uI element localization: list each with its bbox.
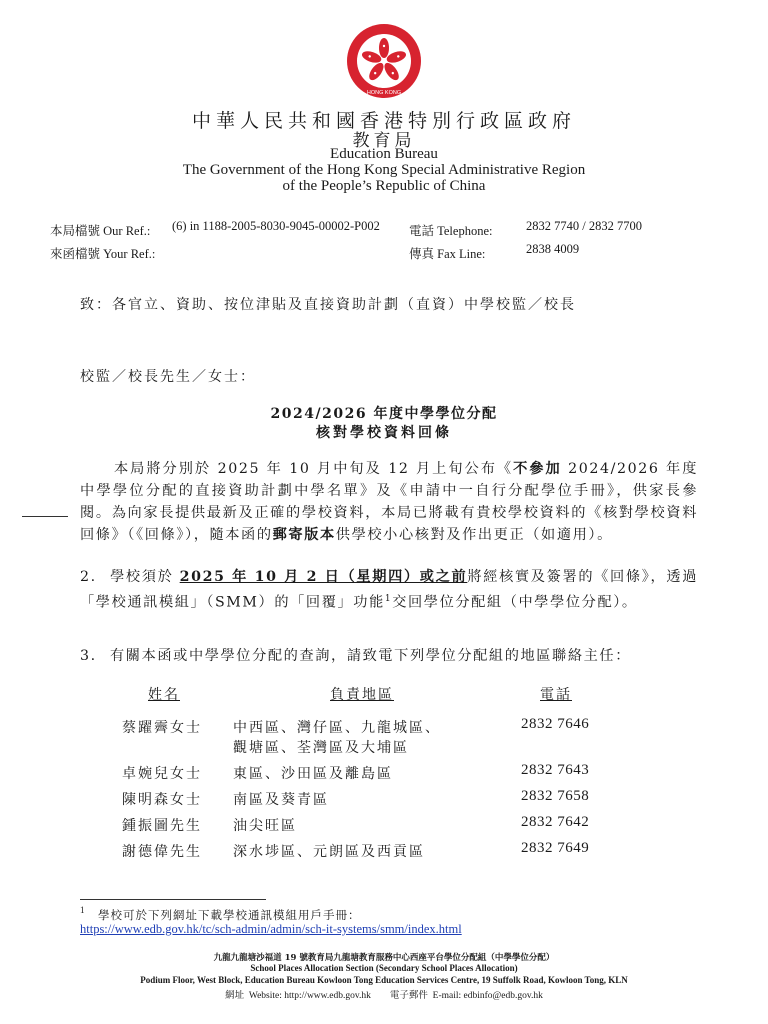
- para1-bold-1: 不參加: [513, 461, 562, 477]
- table-row-tel: 2832 7642: [521, 814, 590, 830]
- your-ref-label: 來函檔號 Your Ref.:: [50, 247, 156, 261]
- para3-text: 有關本函或中學學位分配的查詢，請致電下列學位分配組的地區聯絡主任：: [110, 648, 631, 664]
- our-ref-value: (6) in 1188-2005-8030-9045-00002-P002: [172, 219, 380, 233]
- para1-text-2: 2024/2026 年度中學學位分配的直接資助計劃中學名單》及《申請中一自行分配學位手冊》，供家長參閱。為向家長提供最新及正確的學校資料，本局已將載有貴校學校資料的《核對學校資料回條》（《回條》），隨本函的: [80, 461, 699, 543]
- footer-address-zh: 九龍九龍塘沙福道 19 號教育局九龍塘教育服務中心西座平台學位分配組（中學學位分配）: [213, 953, 555, 963]
- table-row-area: 深水埗區、元朗區及西貢區: [233, 844, 425, 860]
- table-row-tel: 2832 7643: [521, 762, 590, 778]
- bureau-name-zh: 教育局: [352, 131, 416, 151]
- table-row-name: 卓婉兒女士: [122, 766, 202, 782]
- footer-address-en: Podium Floor, West Block, Education Bureau Kowloon Tong Education Services Centre, 19 Suffolk Road, Kowloon Tong, KLN: [140, 975, 628, 985]
- para3-number: 3.: [80, 648, 97, 664]
- table-row-tel: 2832 7649: [521, 840, 590, 856]
- table-row-tel: 2832 7646: [521, 716, 590, 732]
- table-row-name: 鍾振圖先生: [122, 818, 202, 834]
- table-header-tel: 電話: [540, 687, 572, 703]
- letter-title-1: 2024/2026 年度中學學位分配: [270, 406, 498, 422]
- gov-name-zh: 中華人民共和國香港特別行政區政府: [191, 110, 576, 132]
- table-row-name: 蔡躍霽女士: [122, 720, 202, 736]
- table-row-tel: 2832 7658: [521, 788, 590, 804]
- table-row-area-cont: 觀塘區、荃灣區及大埔區: [233, 740, 409, 756]
- footnote-number: 1: [80, 905, 85, 915]
- table-row-area: 南區及葵青區: [233, 792, 329, 808]
- telephone-value: 2832 7740 / 2832 7700: [526, 219, 642, 233]
- footer-section-en: School Places Allocation Section (Secondary School Places Allocation): [250, 963, 518, 973]
- table-header-area: 負責地區: [330, 687, 394, 703]
- table-row-name: 陳明森女士: [122, 792, 202, 808]
- table-header-name: 姓名: [148, 687, 180, 703]
- para2-text-1: 學校須於: [110, 569, 180, 585]
- addressee: 致：各官立、資助、按位津貼及直接資助計劃（直資）中學校監／校長: [80, 297, 576, 313]
- gov-name-en-2: of the People’s Republic of China: [282, 178, 486, 194]
- paragraph-2: [80, 566, 698, 614]
- gov-name-en-1: The Government of the Hong Kong Special Administrative Region: [182, 162, 586, 178]
- para2-text-2: 將經核實及簽署的《回條》，透過「學校通訊模組」（SMM）的「回覆」功能: [80, 569, 698, 611]
- table-row-area: 東區、沙田區及離島區: [233, 766, 393, 782]
- salutation: 校監／校長先生／女士：: [80, 369, 256, 385]
- para2-number: 2.: [80, 569, 97, 585]
- footnote-text: 學校可於下列網址下載學校通訊模組用戶手冊：: [98, 908, 361, 922]
- telephone-label: 電話 Telephone:: [409, 224, 493, 238]
- para2-deadline: 2025 年 10 月 2 日（星期四）或之前: [179, 569, 468, 585]
- footer-contact: 網址 Website: http://www.edb.gov.hk 電子郵件 E-mail: edbinfo@edb.gov.hk: [225, 991, 543, 1001]
- emblem-text: HONG KONG: [366, 90, 402, 96]
- letter-title-2: 核對學校資料回條: [316, 425, 452, 441]
- hksar-emblem: [345, 22, 423, 100]
- paragraph-1: [80, 458, 698, 546]
- bureau-name-en: Education Bureau: [330, 146, 438, 162]
- para1-text-3: 供學校小心核對及作出更正（如適用）。: [335, 527, 613, 543]
- paragraph-3: [80, 645, 698, 667]
- footnote-link[interactable]: https://www.edb.gov.hk/tc/sch-admin/admin/sch-it-systems/smm/index.html: [80, 922, 462, 936]
- our-ref-label: 本局檔號 Our Ref.:: [50, 224, 151, 238]
- table-row-name: 謝德偉先生: [122, 844, 202, 860]
- para1-text-1: 本局將分別於 2025 年 10 月中旬及 12 月上旬公布《: [114, 461, 514, 477]
- table-row-area: 油尖旺區: [233, 818, 297, 834]
- para1-bold-2: 郵寄版本: [272, 527, 336, 543]
- fax-label: 傳真 Fax Line:: [409, 247, 486, 261]
- margin-mark: [22, 516, 68, 517]
- para2-footnote-ref: 1: [384, 594, 393, 604]
- footnote-divider: [80, 899, 266, 900]
- fax-value: 2838 4009: [526, 242, 580, 256]
- table-row-area: 中西區、灣仔區、九龍城區、: [233, 720, 441, 736]
- para2-text-3: 交回學位分配組（中學學位分配）。: [392, 594, 638, 611]
